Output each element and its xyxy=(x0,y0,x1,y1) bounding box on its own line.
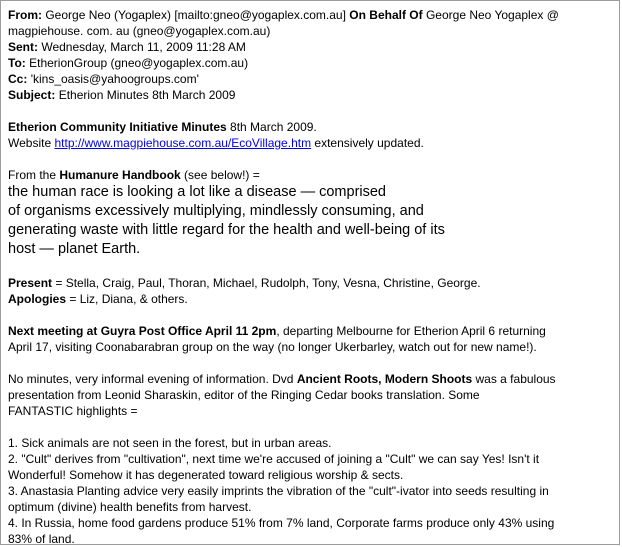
list-item: Wonderful! Somehow it has degenerated toward religious worship & sects. xyxy=(8,468,404,482)
cc-value: 'kins_oasis@yahoogroups.com' xyxy=(30,72,199,86)
minutes-line-3: FANTASTIC highlights = xyxy=(8,404,138,418)
list-item: 4. In Russia, home food gardens produce 51% from 7% land, Corporate farms produce only 43% using xyxy=(8,516,555,530)
minutes-title-date: 8th March 2009. xyxy=(230,120,317,134)
dvd-title: Ancient Roots, Modern Shoots xyxy=(296,372,473,386)
present-value: = Stella, Craig, Paul, Thoran, Michael, Rudolph, Tony, Vesna, Christine, George. xyxy=(55,276,481,290)
next-meeting-bold: Next meeting at Guyra Post Office April 11 2pm xyxy=(8,324,277,338)
minutes-line-2: presentation from Leonid Sharaskin, editor of the Ringing Cedar books translation. Some xyxy=(8,388,480,402)
cc-label: Cc: xyxy=(8,72,28,86)
list-item: optimum (divine) health benefits from harvest. xyxy=(8,500,252,514)
minutes-prefix: No minutes, very informal evening of information. Dvd xyxy=(8,372,294,386)
apologies-label: Apologies xyxy=(8,292,67,306)
sent-row xyxy=(8,39,614,55)
sent-value: Wednesday, March 11, 2009 11:28 AM xyxy=(41,40,246,54)
website-link[interactable]: http://www.magpiehouse.com.au/EcoVillage.htm xyxy=(54,136,312,150)
email-content xyxy=(8,7,614,545)
quote-line: host — planet Earth. xyxy=(8,241,141,257)
website-suffix: extensively updated. xyxy=(314,136,424,150)
behalf-value-cont: magpiehouse. com. au (gneo@yogaplex.com.au) xyxy=(8,24,271,38)
from-row xyxy=(8,7,614,23)
behalf-row-cont xyxy=(8,23,614,39)
quote-line: the human race is looking a lot like a disease — comprised xyxy=(8,184,386,200)
present-label: Present xyxy=(8,276,53,290)
from-label: From: xyxy=(8,8,42,22)
present-line xyxy=(8,275,614,291)
behalf-label: On Behalf Of xyxy=(349,8,423,22)
humanure-prefix: From the xyxy=(8,168,57,182)
apologies-value: = Liz, Diana, & others. xyxy=(69,292,188,306)
quote-line: generating waste with little regard for the health and well-being of its xyxy=(8,222,445,238)
website-prefix: Website xyxy=(8,136,52,150)
apologies-line xyxy=(8,291,614,307)
to-label: To: xyxy=(8,56,26,70)
humanure-line xyxy=(8,167,614,183)
humanure-title: Humanure Handbook xyxy=(59,168,181,182)
cc-row xyxy=(8,71,614,87)
next-meeting-rest: , departing Melbourne for Etherion April 6 returning xyxy=(276,324,546,338)
from-value: George Neo (Yogaplex) [mailto:gneo@yogaplex.com.au] xyxy=(45,8,346,22)
behalf-value: George Neo Yogaplex @ xyxy=(425,8,559,22)
highlights-list xyxy=(8,435,614,545)
list-item: 3. Anastasia Planting advice very easily imprints the vibration of the "cult"-ivator into seeds resulting in xyxy=(8,484,549,498)
subject-value: Etherion Minutes 8th March 2009 xyxy=(58,88,236,102)
email-header xyxy=(8,7,614,103)
sent-label: Sent: xyxy=(8,40,38,54)
humanure-quote xyxy=(8,183,614,259)
quote-line: of organisms excessively multiplying, mindlessly consuming, and xyxy=(8,203,424,219)
next-meeting-line-2: April 17, visiting Coonabarabran group on the way (no longer Ukerbarley, watch out for new name!). xyxy=(8,340,537,354)
humanure-suffix: (see below!) = xyxy=(184,168,260,182)
to-row xyxy=(8,55,614,71)
list-item: 2. "Cult" derives from "cultivation", next time we're accused of joining a "Cult" we can say Yes! Isn't it xyxy=(8,452,540,466)
subject-label: Subject: xyxy=(8,88,56,102)
minutes-suffix: was a fabulous xyxy=(475,372,556,386)
subject-row xyxy=(8,87,614,103)
list-item: 1. Sick animals are not seen in the forest, but in urban areas. xyxy=(8,436,332,450)
to-value: EtherionGroup (gneo@yogaplex.com.au) xyxy=(29,56,249,70)
minutes-title-bold: Etherion Community Initiative Minutes xyxy=(8,120,227,134)
minutes-line-1 xyxy=(8,371,614,387)
email-body xyxy=(8,119,614,545)
minutes-title xyxy=(8,119,614,135)
website-line xyxy=(8,135,614,151)
next-meeting-line xyxy=(8,323,614,339)
list-item: 83% of land. xyxy=(8,532,75,545)
